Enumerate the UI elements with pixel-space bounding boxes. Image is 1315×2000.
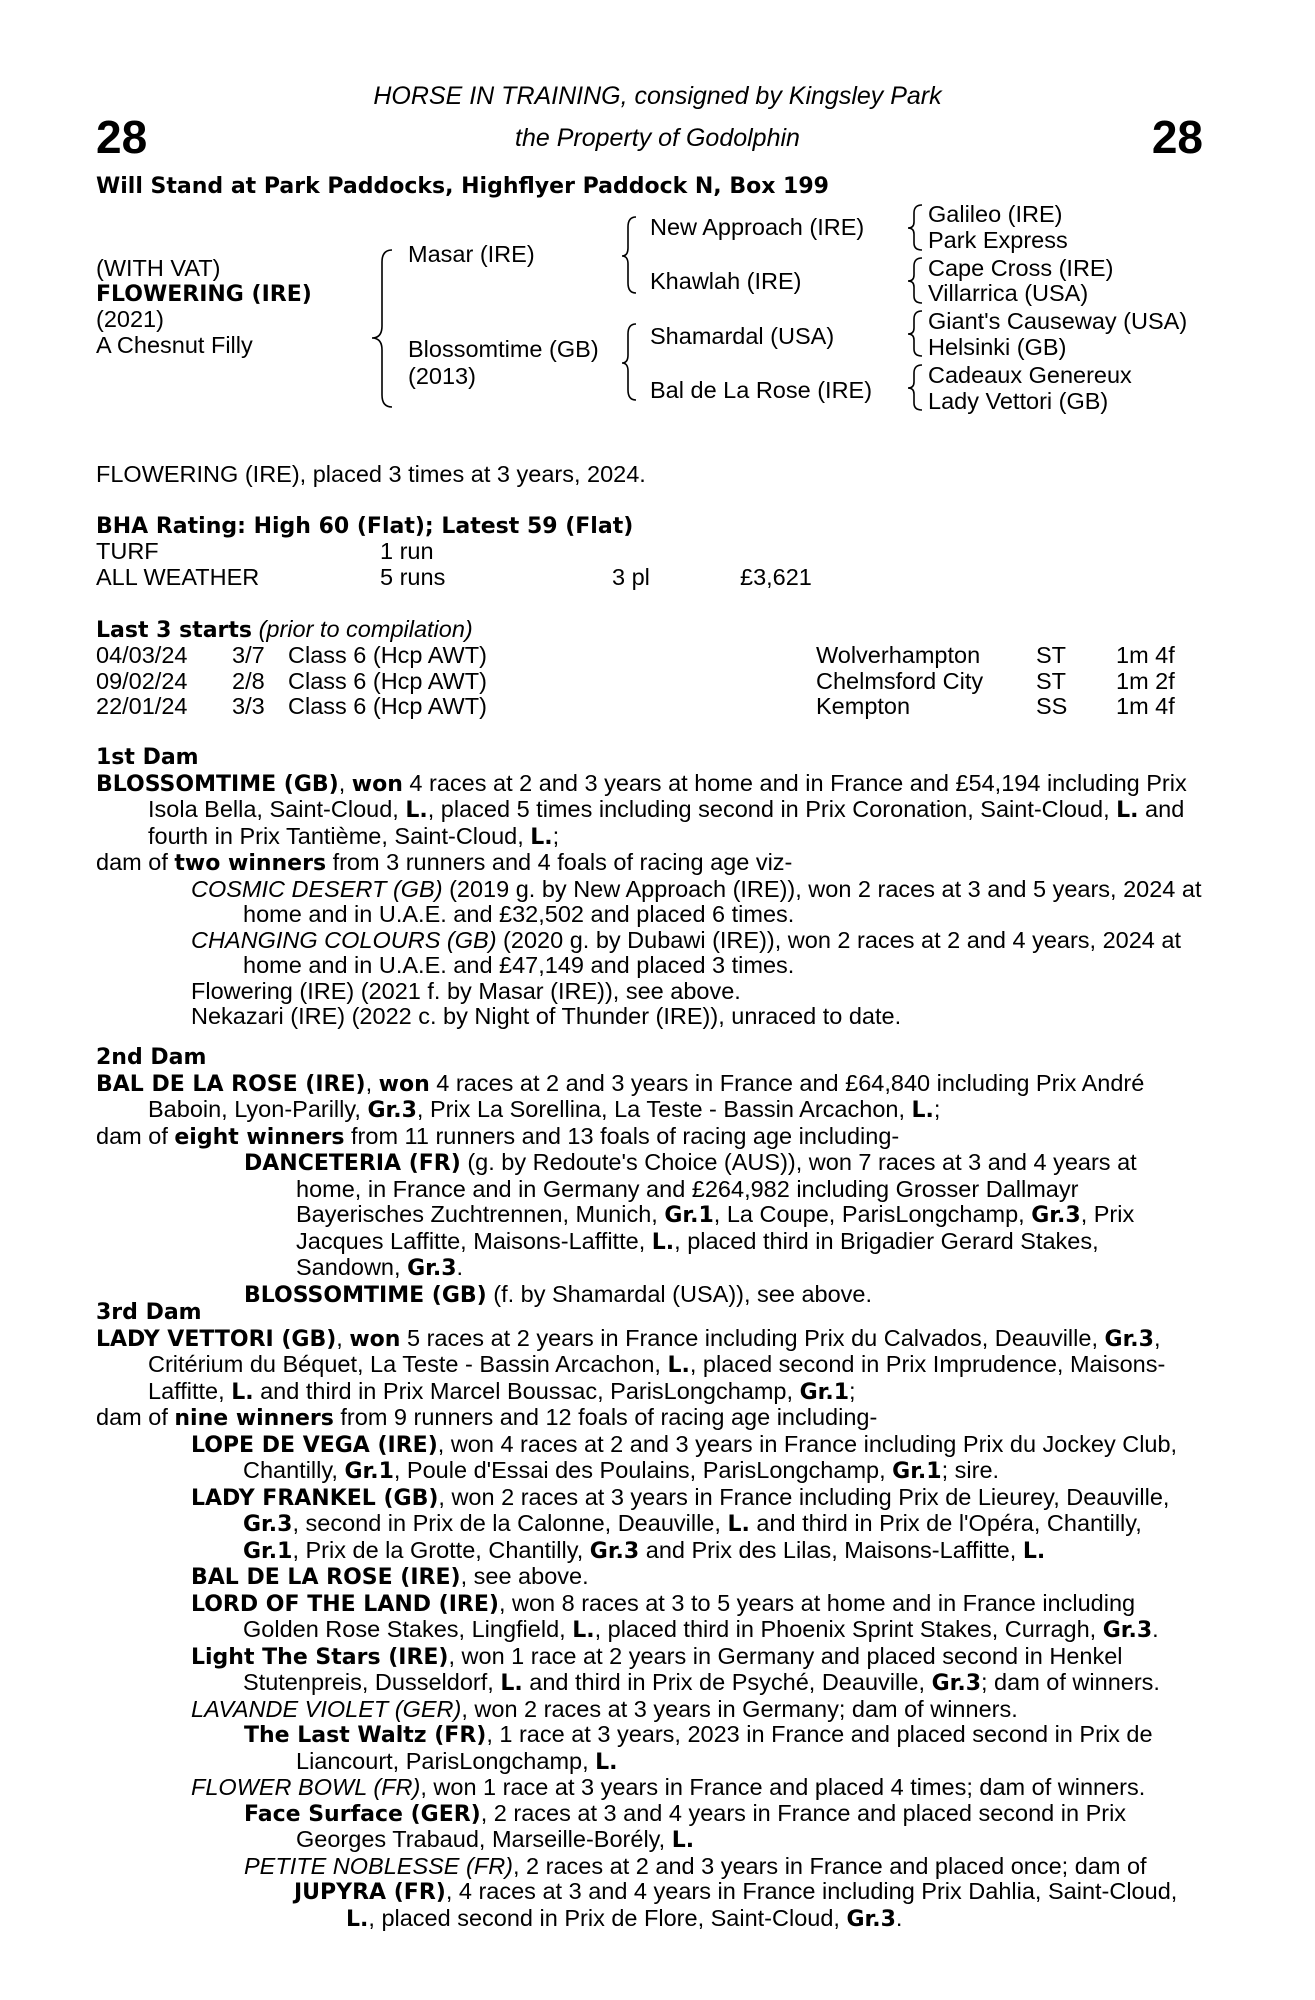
punct: ; <box>849 1377 856 1404</box>
listed-mark: L. <box>572 1618 595 1643</box>
produce-text: (2020 g. by Dubawi (IRE)), won 2 races at 2 and 4 years, 2024 at home and in U.A.E. and £47,149 and placed 3 times. <box>243 926 1182 978</box>
punct: . <box>895 1904 903 1931</box>
listed-mark: L. <box>911 1098 934 1123</box>
listed-mark: L. <box>667 1353 690 1378</box>
pedigree-dam-sire: Shamardal (USA) <box>650 323 835 349</box>
record-text: , placed second in Prix Imprudence, Maisons-Laffitte, <box>148 1351 1166 1404</box>
produce-text: , 4 races at 3 and 4 years in France including Prix Dahlia, Saint-Cloud, <box>445 1878 1178 1904</box>
first-dam-heading: 1st Dam <box>96 745 199 770</box>
produce-cosmic-desert <box>96 877 1202 928</box>
group-mark: Gr.3 <box>589 1538 640 1564</box>
last-start-course: Kempton <box>816 693 911 719</box>
third-dam-name: LADY VETTORI (GB) <box>96 1326 337 1352</box>
vat-note: (WITH VAT) <box>96 255 221 281</box>
produce-name: JUPYRA (FR) <box>294 1880 446 1905</box>
pedigree-brackets <box>0 0 1315 420</box>
horse-description: A Chesnut Filly <box>96 331 253 358</box>
bha-rating-title: BHA Rating: High 60 (Flat); Latest 59 (Flat) <box>96 514 634 539</box>
last-start-date: 22/01/24 <box>96 693 188 719</box>
won-word: won <box>349 1326 401 1352</box>
last-start-pos: 3/3 <box>232 693 265 719</box>
produce-lady-frankel <box>96 1485 1202 1565</box>
last-start-pos: 2/8 <box>232 667 265 694</box>
produce-name: LAVANDE VIOLET (GER) <box>191 1695 462 1722</box>
listed-mark: L. <box>530 824 553 850</box>
produce-name: LADY FRANKEL (GB) <box>191 1485 439 1511</box>
group-mark: Gr.3 <box>1102 1618 1153 1643</box>
listed-mark: L. <box>405 798 428 823</box>
last-starts-title: Last 3 starts <box>96 618 253 643</box>
produce-changing-colours <box>96 928 1202 979</box>
produce-face-surface <box>96 1801 1202 1854</box>
produce-light-the-stars <box>96 1644 1202 1697</box>
produce-text: , 2 races at 2 and 3 years in France and placed once; dam of <box>513 1852 1147 1879</box>
produce-text: , 1 race at 3 years, 2023 in France and placed second in Prix de Liancourt, ParisLongchamp, <box>296 1721 1153 1774</box>
won-word: won <box>378 1071 430 1097</box>
produce-name: LOPE DE VEGA (IRE) <box>191 1432 438 1458</box>
produce-text: , Poule d'Essai des Poulains, ParisLongchamp, <box>393 1457 893 1483</box>
pedigree-dam-year: (2013) <box>408 363 476 389</box>
catalogue-header-line1: HORSE IN TRAINING, consigned by Kingsley Park <box>373 82 942 110</box>
last-start-course: Wolverhampton <box>816 642 981 668</box>
produce-text: , Prix de la Grotte, Chantilly, <box>292 1536 590 1563</box>
produce-text: and third in Prix de Psyché, Deauville, <box>522 1669 932 1695</box>
second-dam-produce-summary <box>96 1124 1202 1151</box>
produce-text: and Prix des Lilas, Maisons-Laffitte, <box>639 1536 1023 1563</box>
produce-text: from 3 runners and 4 foals of racing age viz- <box>326 849 793 875</box>
produce-text: from 9 runners and 12 foals of racing age including- <box>333 1404 878 1430</box>
produce-text: , won 2 races at 3 years in Germany; dam of winners. <box>461 1695 1018 1722</box>
group-mark: Gr.1 <box>799 1379 849 1405</box>
first-dam-name: BLOSSOMTIME (GB) <box>96 771 339 797</box>
last-start-cls: Class 6 (Hcp AWT) <box>288 642 487 668</box>
produce-text: , placed third in Brigadier Gerard Stakes, Sandown, <box>296 1227 1099 1280</box>
listed-mark: L. <box>651 1229 675 1255</box>
group-mark: Gr.1 <box>664 1203 714 1228</box>
produce-name: PETITE NOBLESSE (FR) <box>244 1852 513 1879</box>
last-start-dist: 1m 4f <box>1116 642 1175 668</box>
produce-name: BLOSSOMTIME (GB) <box>244 1282 487 1308</box>
group-mark: Gr.3 <box>407 1256 457 1281</box>
last-start-dist: 1m 2f <box>1116 667 1175 694</box>
second-dam-section <box>96 1045 1202 1308</box>
produce-name: DANCETERIA (FR) <box>244 1151 461 1176</box>
record-text: 4 races at 2 and 3 years in France and £64,840 including Prix André Baboin, Lyon-Parilly, <box>148 1069 1145 1122</box>
group-mark: Gr.3 <box>846 1906 896 1932</box>
produce-name: COSMIC DESERT (GB) <box>191 875 443 902</box>
record-text: and fourth in Prix Tantième, Saint-Cloud, <box>148 796 1185 849</box>
last-start-row <box>96 643 1202 669</box>
produce-flowering: Flowering (IRE) (2021 f. by Masar (IRE)), see above. <box>191 977 741 1004</box>
pedigree-dam-dam: Bal de La Rose (IRE) <box>650 377 873 403</box>
pedigree-g6: Helsinki (GB) <box>928 334 1067 360</box>
produce-petite-noblesse <box>96 1854 1202 1880</box>
record-text: and third in Prix Marcel Boussac, ParisLongchamp, <box>253 1377 800 1404</box>
group-mark: Gr.1 <box>344 1459 394 1484</box>
group-mark: Gr.3 <box>1104 1326 1154 1352</box>
last-start-pos: 3/7 <box>232 642 265 668</box>
produce-lope-de-vega <box>96 1432 1202 1485</box>
produce-jupyra <box>96 1879 1202 1932</box>
last-starts-heading <box>96 617 473 644</box>
produce-name: The Last Waltz (FR) <box>244 1723 487 1748</box>
won-word: won <box>351 771 403 797</box>
pedigree-g4: Villarrica (USA) <box>928 280 1089 306</box>
listed-mark: L. <box>671 1828 695 1853</box>
produce-text: , won 4 races at 2 and 3 years in France including Prix du Jockey Club, Chantilly, <box>243 1430 1178 1483</box>
punct: ; <box>933 1096 941 1122</box>
group-mark: Gr.1 <box>243 1538 293 1564</box>
last-start-dist: 1m 4f <box>1116 693 1175 719</box>
last-starts-table <box>96 643 1202 720</box>
produce-text: , 2 races at 3 and 4 years in France and placed second in Prix Georges Trabaud, Marseille-Borély, <box>296 1799 1127 1852</box>
dam-of: dam of <box>96 1122 175 1149</box>
third-dam-record: LADY VETTORI (GB), won 5 races at 2 years in France including Prix du Calvados, Deauville, Gr.3, Critérium du Béquet, La Teste - Bassin Arcachon, L., placed second in Prix Imprudence, Maisons-Laffitte, L. and third in Prix Marcel Boussac, ParisLongchamp, Gr.1; <box>96 1324 1166 1405</box>
produce-text: , second in Prix de la Calonne, Deauville, <box>292 1510 728 1536</box>
group-mark: Gr.3 <box>1031 1203 1081 1228</box>
produce-text: , won 1 race at 3 years in France and placed 4 times; dam of winners. <box>420 1774 1146 1800</box>
produce-flower-bowl <box>96 1775 1202 1801</box>
pedigree-g7: Cadeaux Genereux <box>928 362 1132 388</box>
punct: . <box>1152 1616 1159 1642</box>
produce-bal-de-la-rose <box>96 1564 1202 1591</box>
winners-count: eight winners <box>174 1124 345 1150</box>
pedigree-g3: Cape Cross (IRE) <box>928 255 1114 281</box>
last-start-cls: Class 6 (Hcp AWT) <box>288 693 487 719</box>
produce-name: Face Surface (GER) <box>244 1801 481 1827</box>
produce-text: , see above. <box>460 1563 589 1589</box>
listed-mark: L. <box>346 1906 369 1932</box>
produce-lord-of-the-land <box>96 1591 1202 1644</box>
aw-runs: 5 runs <box>380 564 446 590</box>
produce-text: , placed third in Phoenix Sprint Stakes, Curragh, <box>594 1616 1103 1642</box>
last-start-cls: Class 6 (Hcp AWT) <box>288 667 487 694</box>
listed-mark: L. <box>1022 1538 1046 1564</box>
third-dam-produce-summary <box>96 1405 1202 1432</box>
group-mark: Gr.3 <box>367 1098 417 1123</box>
winners-count: two winners <box>174 851 327 876</box>
last-start-going: ST <box>1036 642 1067 668</box>
produce-the-last-waltz <box>96 1722 1202 1775</box>
group-mark: Gr.3 <box>243 1512 293 1537</box>
pedigree-dam: Blossomtime (GB) <box>408 336 599 362</box>
record-text: , placed 5 times including second in Prix Coronation, Saint-Cloud, <box>427 796 1117 822</box>
second-dam-heading: 2nd Dam <box>96 1045 207 1070</box>
second-dam-record: BAL DE LA ROSE (IRE), won 4 races at 2 and 3 years in France and £64,840 including Prix André Baboin, Lyon-Parilly, Gr.3, Prix La Sorellina, La Teste - Bassin Arcachon, L.; <box>96 1069 1145 1123</box>
listed-mark: L. <box>1116 798 1139 823</box>
turf-runs: 1 run <box>380 538 434 564</box>
produce-lavande-violet <box>96 1697 1202 1723</box>
punct: . <box>456 1254 464 1280</box>
record-text: 4 races at 2 and 3 years at home and in France and £54,194 including Prix Isola Bella, Saint-Cloud, <box>148 769 1187 822</box>
aw-placed: 3 pl <box>612 564 650 590</box>
produce-text: , placed second in Prix de Flore, Saint-Cloud, <box>368 1904 847 1931</box>
horse-year: (2021) <box>96 306 164 332</box>
produce-text: , Prix Jacques Laffitte, Maisons-Laffitte, <box>296 1201 1135 1254</box>
last-start-row <box>96 669 1202 695</box>
produce-text: ; dam of winners. <box>981 1669 1160 1695</box>
first-dam-section <box>96 745 1202 1030</box>
produce-text: from 11 runners and 13 foals of racing age including- <box>344 1122 900 1149</box>
produce-text: and third in Prix de l'Opéra, Chantilly, <box>749 1510 1142 1536</box>
listed-mark: L. <box>727 1512 750 1537</box>
produce-name: CHANGING COLOURS (GB) <box>191 926 497 953</box>
produce-name: FLOWER BOWL (FR) <box>191 1774 421 1800</box>
turf-label: TURF <box>96 538 159 564</box>
winners-count: nine winners <box>174 1406 334 1431</box>
third-dam-heading: 3rd Dam <box>96 1300 202 1325</box>
pedigree-g5: Giant's Causeway (USA) <box>928 308 1188 334</box>
produce-name: BAL DE LA ROSE (IRE) <box>191 1565 461 1590</box>
pedigree-g8: Lady Vettori (GB) <box>928 388 1109 414</box>
listed-mark: L. <box>595 1749 618 1775</box>
record-text: 5 races at 2 years in France including Prix du Calvados, Deauville, <box>400 1324 1105 1351</box>
last-start-date: 09/02/24 <box>96 667 188 694</box>
third-dam-section <box>96 1300 1202 1932</box>
produce-text: , won 2 races at 3 years in France including Prix de Lieurey, Deauville, <box>438 1483 1170 1510</box>
first-dam-record: BLOSSOMTIME (GB), won 4 races at 2 and 3 years at home and in France and £54,194 including Prix Isola Bella, Saint-Cloud, L., placed 5 times including second in Prix Coronation, Saint-Cloud, L. and fourth in Prix Tantième, Saint-Cloud, L.; <box>96 769 1187 850</box>
pedigree-sire-dam: Khawlah (IRE) <box>650 268 802 294</box>
aw-prize: £3,621 <box>740 564 812 590</box>
produce-text: , won 8 races at 3 to 5 years at home and in France including Golden Rose Stakes, Lingfield, <box>243 1589 1136 1642</box>
produce-text: (f. by Shamardal (USA)), see above. <box>486 1280 873 1307</box>
produce-text: , La Coupe, ParisLongchamp, <box>713 1201 1032 1227</box>
horse-name: FLOWERING (IRE) <box>96 281 312 307</box>
produce-text: (2019 g. by New Approach (IRE)), won 2 races at 3 and 5 years, 2024 at home and in U.A.E. and £32,502 and placed 6 times. <box>243 875 1202 927</box>
produce-danceteria <box>96 1150 1202 1282</box>
last-start-going: SS <box>1036 693 1068 719</box>
pedigree-g1: Galileo (IRE) <box>928 201 1063 227</box>
aw-label: ALL WEATHER <box>96 564 260 590</box>
lot-number-right: 28 <box>1151 111 1203 163</box>
produce-text: , won 1 race at 2 years in Germany and placed second in Henkel Stutenpreis, Dusseldorf, <box>243 1642 1123 1695</box>
dam-of: dam of <box>96 1404 175 1430</box>
produce-text: ; sire. <box>941 1457 1000 1483</box>
record-text: , Critérium du Béquet, La Teste - Bassin Arcachon, <box>148 1324 1161 1377</box>
pedigree-sire-sire: New Approach (IRE) <box>650 214 865 240</box>
catalogue-header-line2: the Property of Godolphin <box>515 124 800 152</box>
produce-name: LORD OF THE LAND (IRE) <box>191 1591 499 1617</box>
location-line: Will Stand at Park Paddocks, Highflyer Paddock N, Box 199 <box>96 174 829 199</box>
last-starts-note: (prior to compilation) <box>258 616 473 642</box>
last-start-row <box>96 694 1202 720</box>
group-mark: Gr.3 <box>931 1671 981 1696</box>
record-text: , Prix La Sorellina, La Teste - Bassin Arcachon, <box>416 1096 912 1122</box>
pedigree-g2: Park Express <box>928 227 1068 253</box>
last-start-going: ST <box>1036 667 1067 694</box>
listed-mark: L. <box>500 1671 523 1696</box>
produce-nekazari: Nekazari (IRE) (2022 c. by Night of Thunder (IRE)), unraced to date. <box>191 1003 902 1029</box>
produce-text: (g. by Redoute's Choice (AUS)), won 7 races at 3 and 4 years at home, in France and in Germany and £264,982 including Grosser Dallmayr Bayerisches Zuchtrennen, Munich, <box>296 1149 1137 1227</box>
dam-of: dam of <box>96 849 175 875</box>
produce-name: Light The Stars (IRE) <box>191 1644 449 1670</box>
first-dam-produce-summary <box>96 850 1202 877</box>
second-dam-name: BAL DE LA ROSE (IRE) <box>96 1071 366 1097</box>
group-mark: Gr.1 <box>892 1459 942 1484</box>
race-summary: FLOWERING (IRE), placed 3 times at 3 years, 2024. <box>96 461 646 487</box>
lot-number-left: 28 <box>96 111 148 163</box>
pedigree-sire: Masar (IRE) <box>408 241 535 267</box>
punct: ; <box>552 822 560 849</box>
last-start-date: 04/03/24 <box>96 642 188 668</box>
last-start-course: Chelmsford City <box>816 667 984 694</box>
listed-mark: L. <box>231 1379 254 1405</box>
